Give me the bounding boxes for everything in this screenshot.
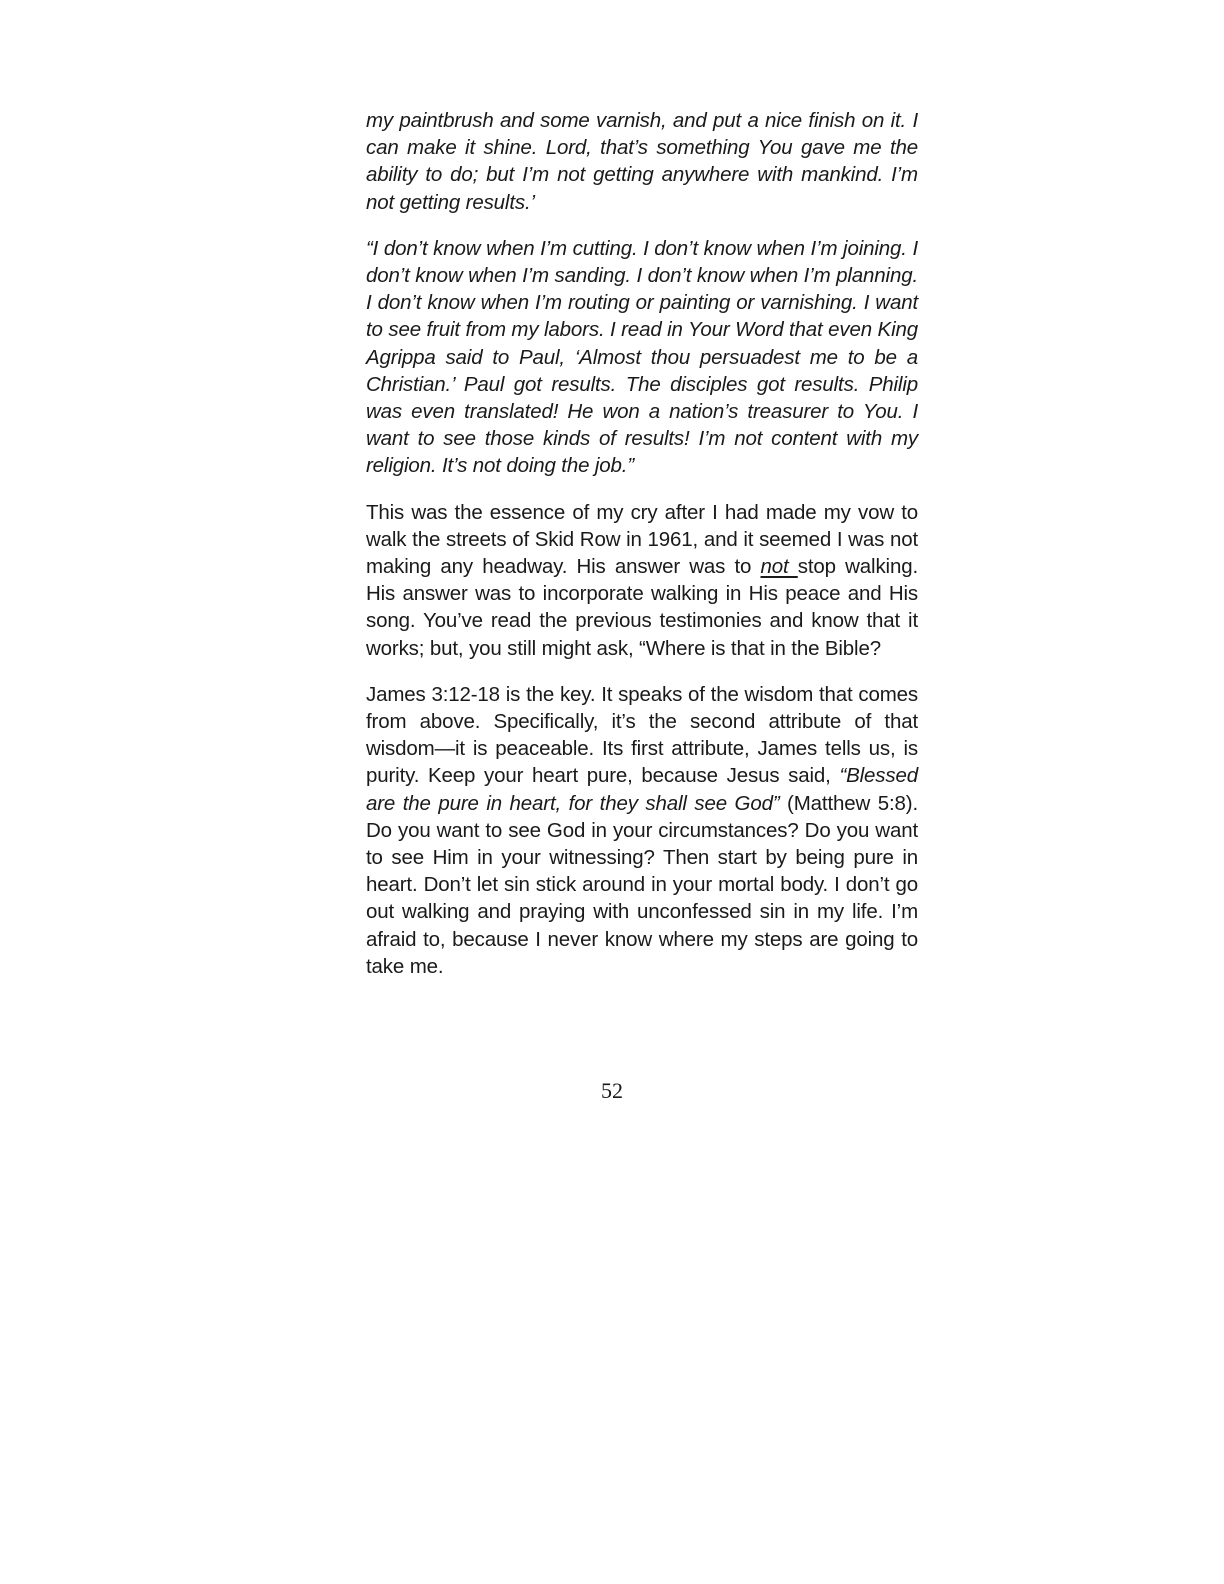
paragraph-1: my paintbrush and some varnish, and put a nice finish on it. I can make it shine. Lord, that’s something You gave me the ability to do; but I’m not getting anywhere with mankind. I’m not getting results.’: [366, 109, 918, 214]
paragraph-3-part-1: This was the essence of my cry after I had made my vow to walk the streets of Skid Row in 1961, and it seemed I was not making any headway. His answer was to: [366, 500, 918, 579]
paragraph-3: [366, 499, 918, 662]
paragraph-4: [366, 681, 918, 980]
paragraph-3-part-2: stop walking. His answer was to incorporate walking in His peace and His song. You’ve read the previous testimonies and know that it works; but, you still might ask, “Where is that in the Bible?: [366, 555, 918, 660]
scripture-quote: “Blessed are the pure in heart, for they shall see God”: [366, 764, 918, 815]
paragraph-4-part-1: James 3:12-18 is the key. It speaks of the wisdom that comes from above. Specifically, it’s the second attribute of that wisdom—it is peaceable. Its first attribute, James tells us, is purity. Keep your heart pure, because Jesus said,: [366, 682, 918, 788]
page-number: 52: [601, 1078, 623, 1103]
paragraph-4-part-2: (Matthew 5:8). Do you want to see God in your circumstances? Do you want to see Him in your witnessing? Then start by being pure in heart. Don’t let sin stick around in your mortal body. I don’t go out walking and praying with unconfessed sin in my life. I’m afraid to, because I never know where my steps are going to take me.: [366, 791, 918, 978]
paragraph-2: “I don’t know when I’m cutting. I don’t know when I’m joining. I don’t know when I’m sanding. I don’t know when I’m planning. I don’t know when I’m routing or painting or varnishing. I want to see fruit from my labors. I read in Your Word that even King Agrippa said to Paul, ‘Almost thou persuadest me to be a Christian.’ Paul got results. The disciples got results. Philip was even translated! He won a nation’s treasurer to You. I want to see those kinds of results! I’m not content with my religion. It’s not doing the job.”: [366, 236, 918, 478]
emphasis-not: not: [760, 555, 798, 579]
body-text: [366, 107, 918, 999]
